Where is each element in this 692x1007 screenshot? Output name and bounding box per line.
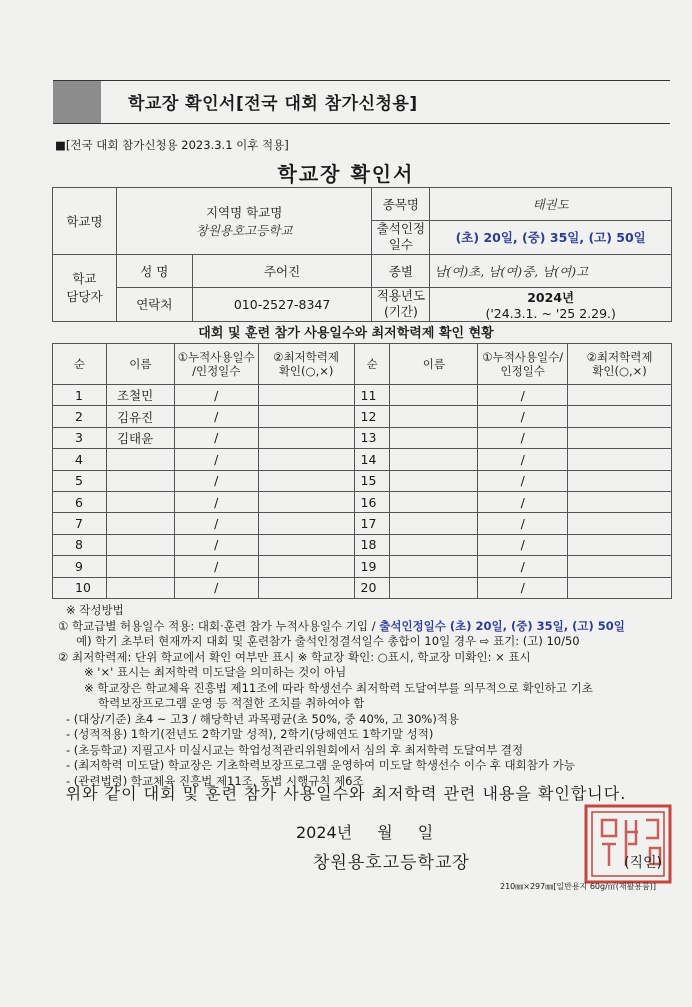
- days-cell: /: [478, 491, 568, 512]
- col-header-no-right: 순: [354, 344, 390, 385]
- student-name: [390, 449, 478, 470]
- note-2: ② 최저학력제: 단위 학교에서 확인 여부만 표시 ※ 학교장 확인: ○표시, 학교장 미확인: × 표시: [58, 649, 531, 664]
- check-cell: [568, 406, 672, 427]
- note-1a-bold: 출석인정일수 (초) 20일, (중) 35일, (고) 50일: [379, 618, 625, 633]
- days-cell: /: [174, 513, 258, 534]
- col-header-days: ①누적사용일수 /인정일수: [174, 344, 258, 385]
- days-cell: /: [478, 470, 568, 491]
- days-cell: /: [174, 385, 258, 406]
- col-header-name: 이름: [106, 344, 174, 385]
- note-1a-text: ① 학교급별 허용일수 적용: 대회·훈련 참가 누적사용일수 기입 /: [58, 618, 380, 633]
- table-row: [53, 577, 672, 598]
- days-cell: /: [478, 513, 568, 534]
- contact-label: 연락처: [116, 287, 192, 321]
- check-cell: [568, 427, 672, 448]
- student-name: [390, 470, 478, 491]
- gender-value: 남(여)초, 남(여)중, 남(여)고: [430, 254, 672, 287]
- check-cell: [258, 406, 354, 427]
- days-cell: /: [478, 577, 568, 598]
- note-1b: 예) 학기 초부터 현재까지 대회 및 훈련참가 출석인정결석일수 총합이 10일 경우 ⇨ 표기: (고) 10/50: [76, 634, 580, 648]
- name-label: 성 명: [116, 254, 192, 287]
- col-header-check-right: ②최저학력제 확인(○,×): [568, 344, 672, 385]
- row-number: 10: [53, 577, 107, 598]
- check-cell: [568, 470, 672, 491]
- info-table: [52, 187, 672, 322]
- student-name: [390, 491, 478, 512]
- year-period: ('24.3.1. ~ '25 2.29.): [485, 305, 616, 321]
- table-row: [53, 534, 672, 555]
- table-row: [53, 427, 672, 448]
- student-name: [390, 385, 478, 406]
- student-name: 김태윤: [106, 427, 174, 448]
- table-row: [53, 406, 672, 427]
- days-cell: /: [478, 385, 568, 406]
- row-number: 7: [53, 513, 107, 534]
- signer-name: 창원용호고등학교장: [313, 853, 470, 873]
- student-name: [390, 577, 478, 598]
- check-cell: [258, 556, 354, 577]
- days-cell: /: [174, 577, 258, 598]
- student-name: [390, 556, 478, 577]
- row-number: 13: [354, 427, 390, 448]
- row-number: 12: [354, 406, 390, 427]
- check-cell: [258, 427, 354, 448]
- school-region-label: 지역명 학교명: [205, 204, 283, 220]
- row-number: 14: [354, 449, 390, 470]
- days-cell: /: [174, 470, 258, 491]
- note-5: - (초등학교) 지필고사 미실시교는 학업성적관리위원회에서 심의 후 최저학력 도달여부 결정: [66, 742, 524, 757]
- student-name: [106, 513, 174, 534]
- row-number: 3: [53, 427, 107, 448]
- check-cell: [258, 513, 354, 534]
- table-header-row: [53, 344, 672, 385]
- check-cell: [258, 470, 354, 491]
- row-number: 4: [53, 449, 107, 470]
- student-name: [390, 534, 478, 555]
- note-4: - (성적적용) 1학기(전년도 2학기말 성적), 2학기(당해연도 1학기말 성적): [66, 727, 434, 741]
- student-name: [106, 449, 174, 470]
- check-cell: [258, 385, 354, 406]
- attendance-value: (초) 20일, (중) 35일, (고) 50일: [430, 221, 672, 255]
- row-number: 9: [53, 556, 107, 577]
- note-3: - (대상/기준) 초4 ~ 고3 / 해당학년 과목평균(초 50%, 중 40%, 고 30%)적용: [66, 711, 460, 726]
- table-row: [53, 385, 672, 406]
- student-name: [106, 491, 174, 512]
- check-cell: [568, 491, 672, 512]
- student-name: [106, 556, 174, 577]
- row-number: 17: [354, 513, 390, 534]
- header-gray-block: [53, 81, 101, 123]
- school-label: 학교명: [53, 188, 117, 255]
- col-header-check: ②최저학력제 확인(○,×): [258, 344, 354, 385]
- note-6: - (최저학력 미도달) 학교장은 기초학력보장프로그램 운영하여 미도달 학생선수 이수 후 대회참가 가능: [66, 758, 575, 772]
- form-subnote: ■[전국 대회 참가신청용 2023.3.1 이후 적용]: [55, 138, 289, 152]
- contact-value: 010-2527-8347: [192, 287, 372, 321]
- note-7: - (관련법령) 학교체육 진흥법 제11조, 동법 시행규칙 제6조: [66, 773, 364, 788]
- school-value: 창원용호고등학교: [195, 222, 293, 238]
- year-value: 2024년: [527, 289, 575, 305]
- gender-label: 종별: [372, 254, 430, 287]
- note-2c: 학력보장프로그램 운영 등 적절한 조치를 취하여야 함: [98, 696, 365, 710]
- check-cell: [258, 491, 354, 512]
- year-cell: [430, 287, 672, 321]
- days-cell: /: [478, 449, 568, 470]
- check-cell: [258, 449, 354, 470]
- year-label: 적용년도 (기간): [372, 287, 430, 321]
- student-name: [390, 406, 478, 427]
- days-cell: /: [478, 406, 568, 427]
- table-row: [53, 449, 672, 470]
- school-cell: [116, 188, 372, 255]
- days-cell: /: [478, 534, 568, 555]
- days-cell: /: [478, 556, 568, 577]
- days-cell: /: [174, 491, 258, 512]
- sport-label: 종목명: [372, 188, 430, 221]
- days-cell: /: [478, 427, 568, 448]
- note-2b: ※ 학교장은 학교체육 진흥법 제11조에 따라 학생선수 최저학력 도달여부를 의무적으로 확인하고 기초: [84, 680, 593, 695]
- days-cell: /: [174, 534, 258, 555]
- check-cell: [568, 449, 672, 470]
- confirmation-statement: 위와 같이 대회 및 훈련 참가 사용일수와 최저학력 관련 내용을 확인합니다.: [65, 784, 627, 803]
- check-cell: [258, 577, 354, 598]
- sport-value: 태권도: [430, 188, 672, 221]
- table-row: [53, 556, 672, 577]
- check-cell: [568, 385, 672, 406]
- row-number: 8: [53, 534, 107, 555]
- paper-spec-footer: 210㎜×297㎜[일반용지 60g/㎡(재활용품)]: [500, 882, 657, 891]
- student-name: 김유진: [106, 406, 174, 427]
- row-number: 5: [53, 470, 107, 491]
- student-name: [106, 577, 174, 598]
- table-row: [53, 513, 672, 534]
- seal-label: (직인): [624, 855, 662, 871]
- row-number: 11: [354, 385, 390, 406]
- table-row: [53, 470, 672, 491]
- name-value: 주어진: [192, 254, 372, 287]
- row-number: 1: [53, 385, 107, 406]
- check-cell: [568, 577, 672, 598]
- check-cell: [258, 534, 354, 555]
- staff-label: 학교 담당자: [53, 254, 117, 321]
- table-row: [53, 491, 672, 512]
- signature-date: 2024년 월 일: [296, 823, 434, 842]
- days-cell: /: [174, 406, 258, 427]
- instructions: [58, 603, 678, 789]
- col-header-days-right: ①누적사용일수/ 인정일수: [478, 344, 568, 385]
- days-cell: /: [174, 556, 258, 577]
- check-cell: [568, 513, 672, 534]
- section-title: 대회 및 훈련 참가 사용일수와 최저학력제 확인 현황: [198, 326, 494, 341]
- row-number: 19: [354, 556, 390, 577]
- student-name: [390, 427, 478, 448]
- header-title: 학교장 확인서[전국 대회 참가신청용]: [128, 94, 418, 114]
- col-header-name-right: 이름: [390, 344, 478, 385]
- row-number: 2: [53, 406, 107, 427]
- row-number: 16: [354, 491, 390, 512]
- attendance-label: 출석인정 일수: [372, 221, 430, 255]
- header-bar: [53, 80, 670, 124]
- usage-table: [52, 343, 672, 599]
- notes-heading: ※ 작성방법: [66, 603, 124, 617]
- days-cell: /: [174, 427, 258, 448]
- student-name: [106, 470, 174, 491]
- row-number: 6: [53, 491, 107, 512]
- row-number: 15: [354, 470, 390, 491]
- note-2a: ※ '×' 표시는 최저학력 미도달을 의미하는 것이 아님: [84, 665, 347, 679]
- student-name: 조철민: [106, 385, 174, 406]
- check-cell: [568, 556, 672, 577]
- days-cell: /: [174, 449, 258, 470]
- check-cell: [568, 534, 672, 555]
- page-title: 학교장 확인서: [277, 162, 415, 186]
- student-name: [106, 534, 174, 555]
- col-header-no: 순: [53, 344, 107, 385]
- official-seal-icon: [580, 800, 676, 886]
- note-1a: [58, 619, 678, 635]
- row-number: 20: [354, 577, 390, 598]
- student-name: [390, 513, 478, 534]
- row-number: 18: [354, 534, 390, 555]
